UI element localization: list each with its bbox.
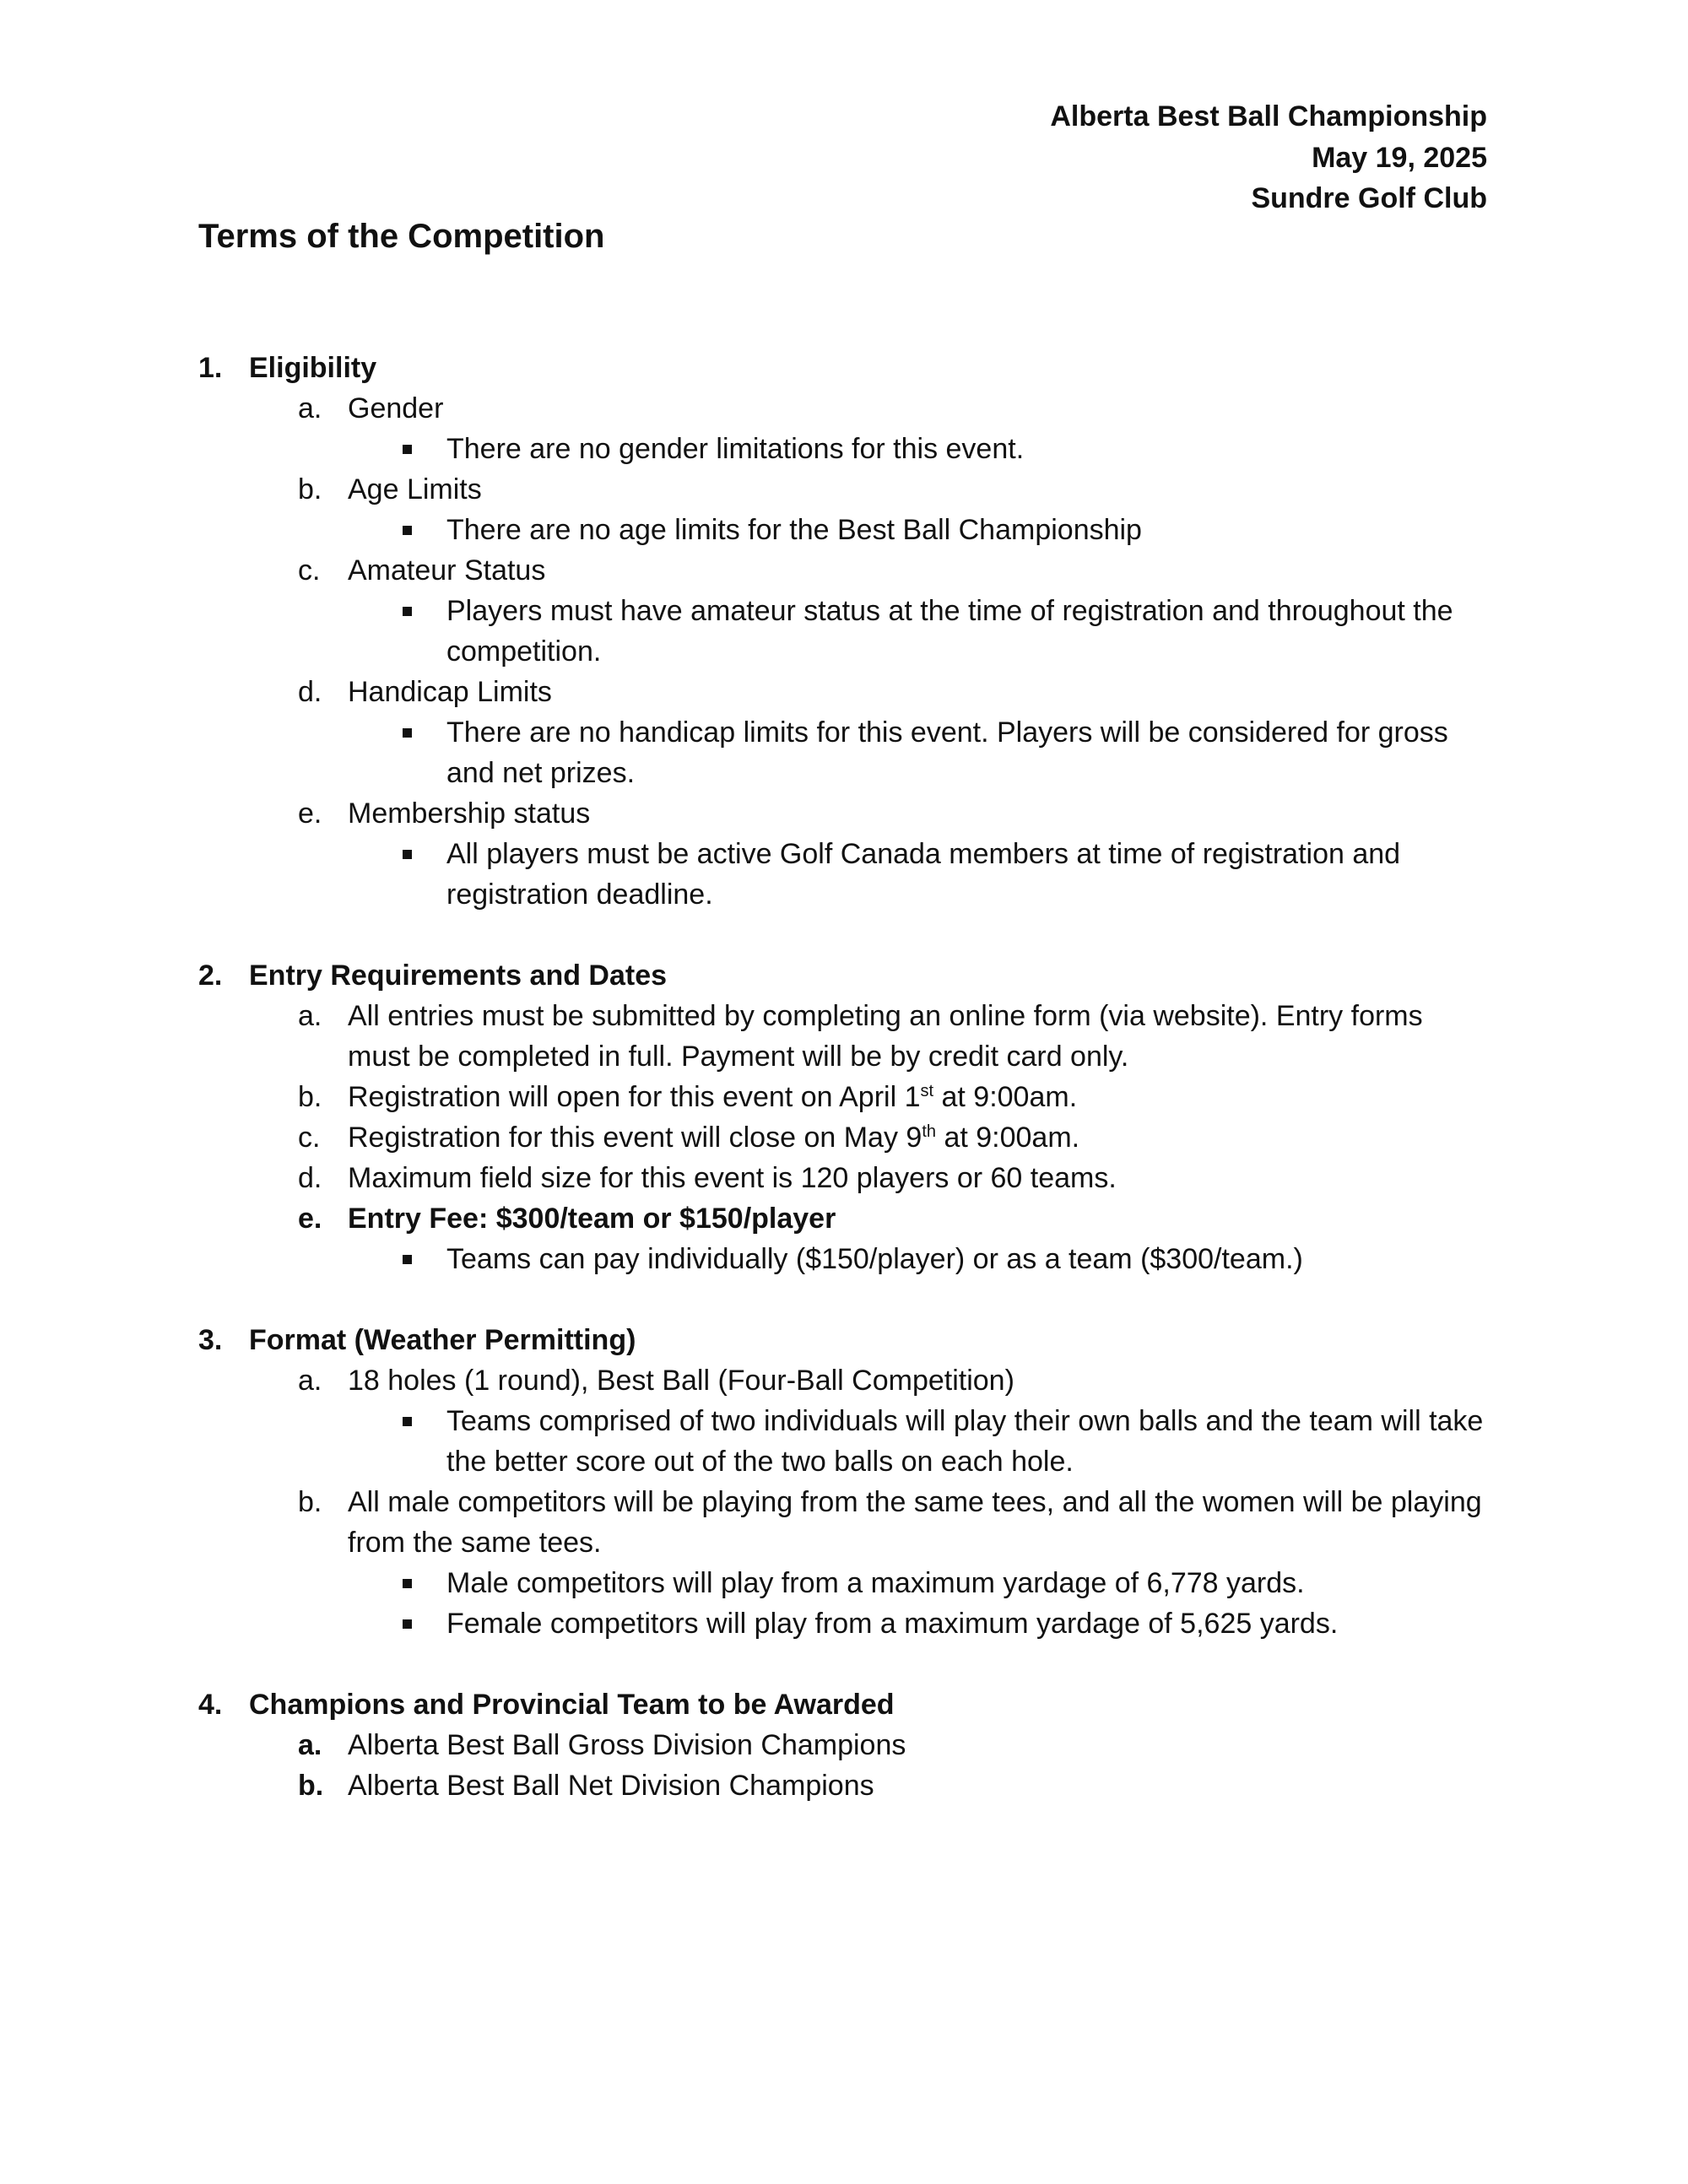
section-title: Champions and Provincial Team to be Awarded — [249, 1689, 895, 1721]
square-bullet-icon — [403, 1239, 446, 1279]
event-date: May 19, 2025 — [1312, 141, 1487, 174]
ordinal-suffix: th — [922, 1122, 936, 1141]
item-text: 18 holes (1 round), Best Ball (Four-Ball Competition) — [348, 1365, 1014, 1397]
bullet-item — [403, 429, 1498, 469]
item-text: All entries must be submitted by completing an online form (via website). Entry forms must be completed in full. Payment will be by credit card only. — [348, 1000, 1423, 1073]
bullet-item — [403, 834, 1498, 915]
square-bullet-icon — [403, 1563, 446, 1603]
section-champions — [198, 1684, 1498, 1806]
section-heading — [198, 955, 1498, 996]
list-item-online-form — [298, 996, 1498, 1077]
square-bullet-icon — [403, 834, 446, 915]
item-marker: c. — [298, 554, 321, 587]
ordinal-suffix: st — [920, 1082, 934, 1100]
bullet-item — [403, 510, 1498, 550]
bullet-text: Female competitors will play from a maximum yardage of 5,625 yards. — [446, 1608, 1339, 1640]
square-bullet-icon — [403, 510, 446, 550]
item-text: Age Limits — [348, 473, 482, 505]
list-item-membership-status — [298, 793, 1498, 834]
bullet-item — [403, 1401, 1498, 1482]
section-heading — [198, 1320, 1498, 1360]
list-item-entry-fee — [298, 1198, 1498, 1239]
event-venue: Sundre Golf Club — [1251, 182, 1487, 214]
bullet-text: Male competitors will play from a maximum yardage of 6,778 yards. — [446, 1567, 1305, 1599]
item-text — [348, 1077, 1498, 1117]
item-marker: b. — [298, 473, 322, 505]
item-marker: c. — [298, 1122, 321, 1154]
item-text: Alberta Best Ball Gross Division Champions — [348, 1729, 906, 1761]
item-marker: b. — [298, 1081, 322, 1113]
event-name: Alberta Best Ball Championship — [1050, 100, 1487, 132]
item-text: Maximum field size for this event is 120 players or 60 teams. — [348, 1162, 1117, 1194]
item-text: Membership status — [348, 797, 591, 830]
item-marker: a. — [298, 1365, 322, 1397]
bullet-item — [403, 1239, 1498, 1279]
item-text: Handicap Limits — [348, 676, 552, 708]
list-item-gender — [298, 388, 1498, 429]
document-header — [1050, 96, 1487, 219]
item-marker: b. — [298, 1486, 322, 1518]
section-number: 2. — [198, 960, 223, 992]
item-text: Alberta Best Ball Net Division Champions — [348, 1770, 874, 1802]
section-format — [198, 1320, 1498, 1644]
bullet-text: Teams comprised of two individuals will play their own balls and the team will take the better score out of the two balls on each hole. — [446, 1405, 1484, 1478]
list-item-registration-close — [298, 1117, 1498, 1158]
item-text: Gender — [348, 392, 444, 424]
list-item-tees — [298, 1482, 1498, 1563]
item-text: All male competitors will be playing from the same tees, and all the women will be playing from the same tees. — [348, 1486, 1482, 1559]
list-item-registration-open — [298, 1077, 1498, 1117]
bullet-text: There are no age limits for the Best Ball Championship — [446, 514, 1142, 546]
section-number: 4. — [198, 1689, 223, 1721]
bullet-item — [403, 1563, 1498, 1603]
item-text-start: Registration for this event will close on May 9 — [348, 1122, 922, 1154]
section-eligibility — [198, 348, 1498, 915]
list-item-handicap-limits — [298, 672, 1498, 712]
section-number: 1. — [198, 352, 223, 384]
item-text — [348, 1117, 1498, 1158]
bullet-text: There are no gender limitations for this event. — [446, 433, 1025, 465]
square-bullet-icon — [403, 1401, 446, 1482]
item-marker: b. — [298, 1770, 324, 1802]
item-marker: e. — [298, 797, 322, 830]
bullet-text: All players must be active Golf Canada members at time of registration and registration deadline. — [446, 838, 1401, 911]
list-item-age-limits — [298, 469, 1498, 510]
square-bullet-icon — [403, 712, 446, 793]
item-marker: a. — [298, 392, 322, 424]
section-title: Format (Weather Permitting) — [249, 1324, 636, 1356]
list-item-amateur-status — [298, 550, 1498, 591]
item-text-start: Registration will open for this event on April 1 — [348, 1081, 921, 1113]
item-text: Amateur Status — [348, 554, 546, 587]
bullet-item — [403, 712, 1498, 793]
bullet-text: Players must have amateur status at the time of registration and throughout the competition. — [446, 595, 1453, 668]
item-text-end: at 9:00am. — [933, 1081, 1078, 1113]
square-bullet-icon — [403, 1603, 446, 1644]
item-marker: a. — [298, 1729, 322, 1761]
item-marker: e. — [298, 1203, 322, 1235]
item-marker: d. — [298, 676, 322, 708]
list-item-gross-champions — [298, 1725, 1498, 1765]
list-item-field-size — [298, 1158, 1498, 1198]
list-item-holes — [298, 1360, 1498, 1401]
bullet-item — [403, 591, 1498, 672]
item-marker: d. — [298, 1162, 322, 1194]
section-title: Entry Requirements and Dates — [249, 960, 668, 992]
page-title: Terms of the Competition — [198, 218, 605, 255]
bullet-text: There are no handicap limits for this event. Players will be considered for gross and net prizes. — [446, 716, 1448, 789]
section-entry-requirements — [198, 955, 1498, 1279]
bullet-item — [403, 1603, 1498, 1644]
section-heading — [198, 348, 1498, 388]
square-bullet-icon — [403, 591, 446, 672]
section-number: 3. — [198, 1324, 223, 1356]
bullet-text: Teams can pay individually ($150/player) or as a team ($300/team.) — [446, 1243, 1303, 1275]
item-text: Entry Fee: $300/team or $150/player — [348, 1203, 836, 1235]
section-title: Eligibility — [249, 352, 377, 384]
item-text-end: at 9:00am. — [936, 1122, 1080, 1154]
list-item-net-champions — [298, 1765, 1498, 1806]
terms-list — [198, 348, 1498, 1846]
section-heading — [198, 1684, 1498, 1725]
item-marker: a. — [298, 1000, 322, 1032]
square-bullet-icon — [403, 429, 446, 469]
